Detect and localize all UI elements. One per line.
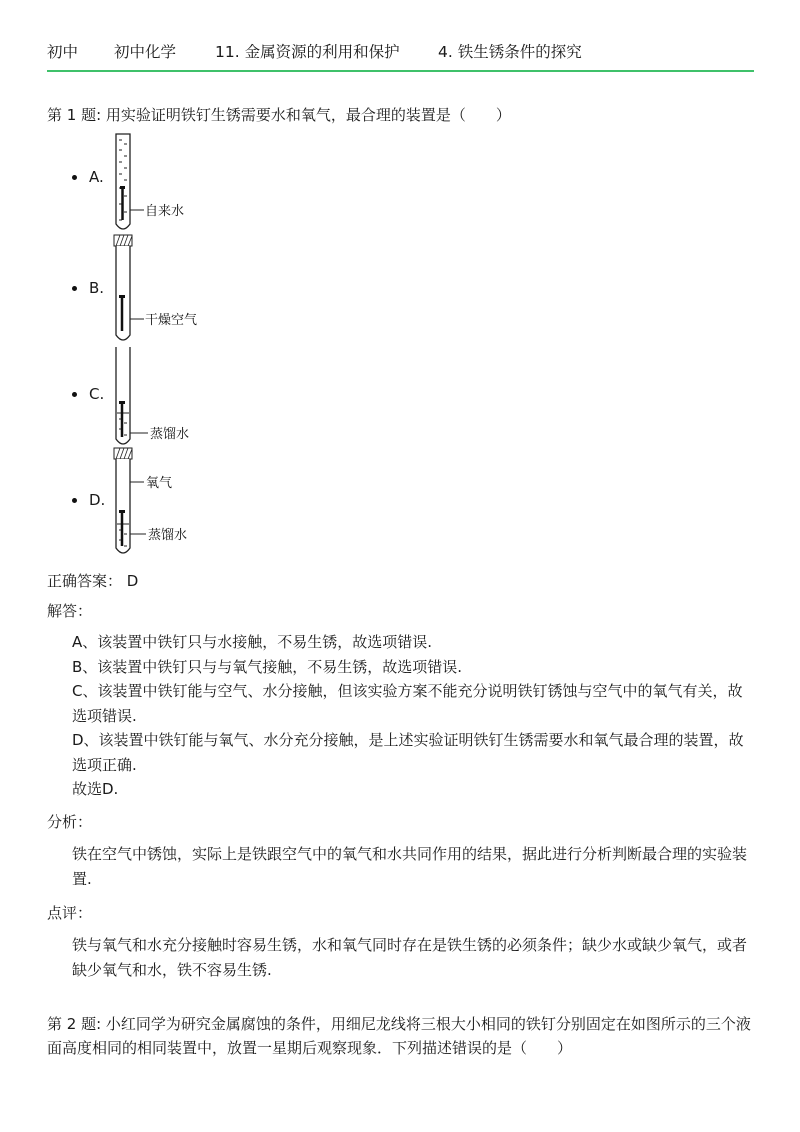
- solution-heading: 解答：: [47, 602, 93, 620]
- annotation-d-2: 蒸馏水: [148, 528, 188, 543]
- option-b-label: B.: [89, 279, 105, 297]
- option-c: [72, 385, 104, 403]
- annotation-a-1: 自来水: [145, 204, 185, 219]
- analysis-heading: 分析：: [47, 813, 93, 831]
- solution-body: [72, 630, 752, 802]
- option-a: [72, 168, 104, 186]
- crumb-subject: 初中化学: [114, 43, 177, 61]
- option-d: [72, 491, 105, 509]
- bullet-icon: [72, 175, 77, 180]
- correct-answer: 正确答案： D: [47, 572, 139, 590]
- annotation-d-1: 氧气: [146, 476, 173, 491]
- solution-conclusion: 故选D.: [72, 780, 119, 798]
- test-tube-d-diagram: [110, 448, 220, 560]
- breadcrumb: [47, 40, 754, 72]
- solution-line-d: D、该装置中铁钉能与氧气、水分充分接触，是上述实验证明铁钉生锈需要水和氧气最合理的装置，故选项正确.: [72, 731, 744, 774]
- crumb-level: 初中: [47, 43, 79, 61]
- test-tube-b-diagram: [110, 235, 220, 347]
- question-2-title: 第 2 题: 小红同学为研究金属腐蚀的条件，用细尼龙线将三根大小相同的铁钉分别固定在如图所示的三个液面高度相同的相同装置中，放置一星期后观察现象．下列描述错误的是（ ）: [47, 1015, 751, 1057]
- comment-body: 铁与氧气和水充分接触时容易生锈，水和氧气同时存在是铁生锈的必须条件；缺少水或缺少氧气，或者缺少氧气和水，铁不容易生锈.: [72, 936, 748, 979]
- test-tube-a-diagram: [110, 128, 210, 236]
- test-tube-c-diagram: [110, 343, 220, 449]
- crumb-chapter: 11. 金属资源的利用和保护: [215, 43, 400, 61]
- comment-heading: 点评：: [47, 904, 93, 922]
- bullet-icon: [72, 498, 77, 503]
- bullet-icon: [72, 286, 77, 291]
- solution-line-c: C、该装置中铁钉能与空气、水分接触，但该实验方案不能充分说明铁钉锈蚀与空气中的氧气有关，故选项错误.: [72, 682, 743, 725]
- bullet-icon: [72, 392, 77, 397]
- question-1-title: 第 1 题: 用实验证明铁钉生锈需要水和氧气，最合理的装置是（ ）: [47, 106, 511, 124]
- option-c-label: C.: [89, 385, 105, 403]
- annotation-b-1: 干燥空气: [145, 313, 198, 328]
- solution-line-a: A、该装置中铁钉只与水接触，不易生锈，故选项错误.: [72, 633, 433, 651]
- solution-line-b: B、该装置中铁钉只与与氧气接触，不易生锈，故选项错误.: [72, 657, 463, 676]
- option-d-label: D.: [89, 491, 106, 509]
- option-a-label: A.: [89, 168, 104, 186]
- annotation-c-1: 蒸馏水: [150, 427, 190, 442]
- analysis-body: 铁在空气中锈蚀，实际上是铁跟空气中的氧气和水共同作用的结果，据此进行分析判断最合理的实验装置.: [72, 845, 748, 888]
- crumb-topic: 4. 铁生锈条件的探究: [438, 43, 582, 61]
- option-b: [72, 279, 104, 297]
